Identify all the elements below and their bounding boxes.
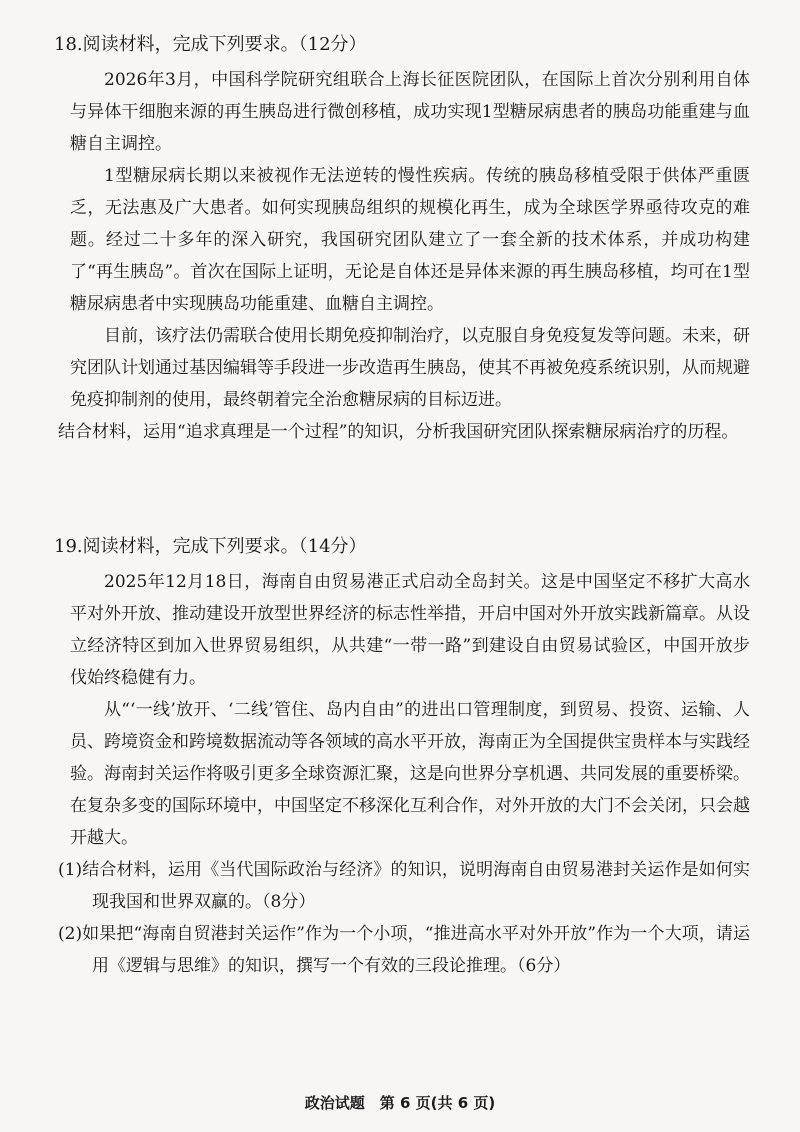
question-19-material-paragraph-2: 从“‘一线’放开、‘二线’管住、岛内自由”的进出口管理制度，到贸易、投资、运输、人员、跨境资金和跨境数据流动等各领域的高水平开放，海南正为全国提供宝贵样本与实践经验。海南封关运作将吸引更多全球资源汇聚，这是向世界分享机遇、共同发展的重要桥梁。在复杂多变的国际环境中，中国坚定不移深化互利合作，对外开放的大门不会关闭，只会越开越大。 [70,700,750,848]
question-19-heading: 19.阅读材料，完成下列要求。（14分） [54,536,367,557]
question-18-heading: 18.阅读材料，完成下列要求。（12分） [54,34,367,55]
question-19-subquestion-1: (1)结合材料，运用《当代国际政治与经济》的知识，说明海南自由贸易港封关运作是如何实现我国和世界双赢的。（8分） [58,860,750,912]
question-18-material-paragraph-2: 1型糖尿病长期以来被视作无法逆转的慢性疾病。传统的胰岛移植受限于供体严重匮乏，无法惠及广大患者。如何实现胰岛组织的规模化再生，成为全球医学界亟待攻克的难题。经过二十多年的深入研究，我国研究团队建立了一套全新的技术体系，并成功构建了“再生胰岛”。首次在国际上证明，无论是自体还是异体来源的再生胰岛移植，均可在1型糖尿病患者中实现胰岛功能重建、血糖自主调控。 [70,166,750,314]
question-18-prompt: 结合材料，运用“追求真理是一个过程”的知识，分析我国研究团队探索糖尿病治疗的历程。 [58,422,739,442]
question-19 [54,528,750,982]
question-18 [54,26,750,448]
question-18-material-paragraph-3: 目前，该疗法仍需联合使用长期免疫抑制治疗，以克服自身免疫复发等问题。未来，研究团队计划通过基因编辑等手段进一步改造再生胰岛，使其不再被免疫系统识别，从而规避免疫抑制剂的使用，最终朝着完全治愈糖尿病的目标迈进。 [70,326,750,410]
question-18-material-paragraph-1: 2026年3月，中国科学院研究组联合上海长征医院团队，在国际上首次分别利用自体与异体干细胞来源的再生胰岛进行微创移植，成功实现1型糖尿病患者的胰岛功能重建与血糖自主调控。 [70,70,750,154]
question-19-subquestion-2: (2)如果把“海南自贸港封关运作”作为一个小项，“推进高水平对外开放”作为一个大项，请运用《逻辑与思维》的知识，撰写一个有效的三段论推理。（6分） [58,924,750,976]
page-footer: 政治试题 第 6 页(共 6 页) [304,1094,496,1112]
question-19-material-paragraph-1: 2025年12月18日，海南自由贸易港正式启动全岛封关。这是中国坚定不移扩大高水平对外开放、推动建设开放型世界经济的标志性举措，开启中国对外开放实践新篇章。从设立经济特区到加入世界贸易组织，从共建“一带一路”到建设自由贸易试验区，中国开放步伐始终稳健有力。 [70,572,750,688]
